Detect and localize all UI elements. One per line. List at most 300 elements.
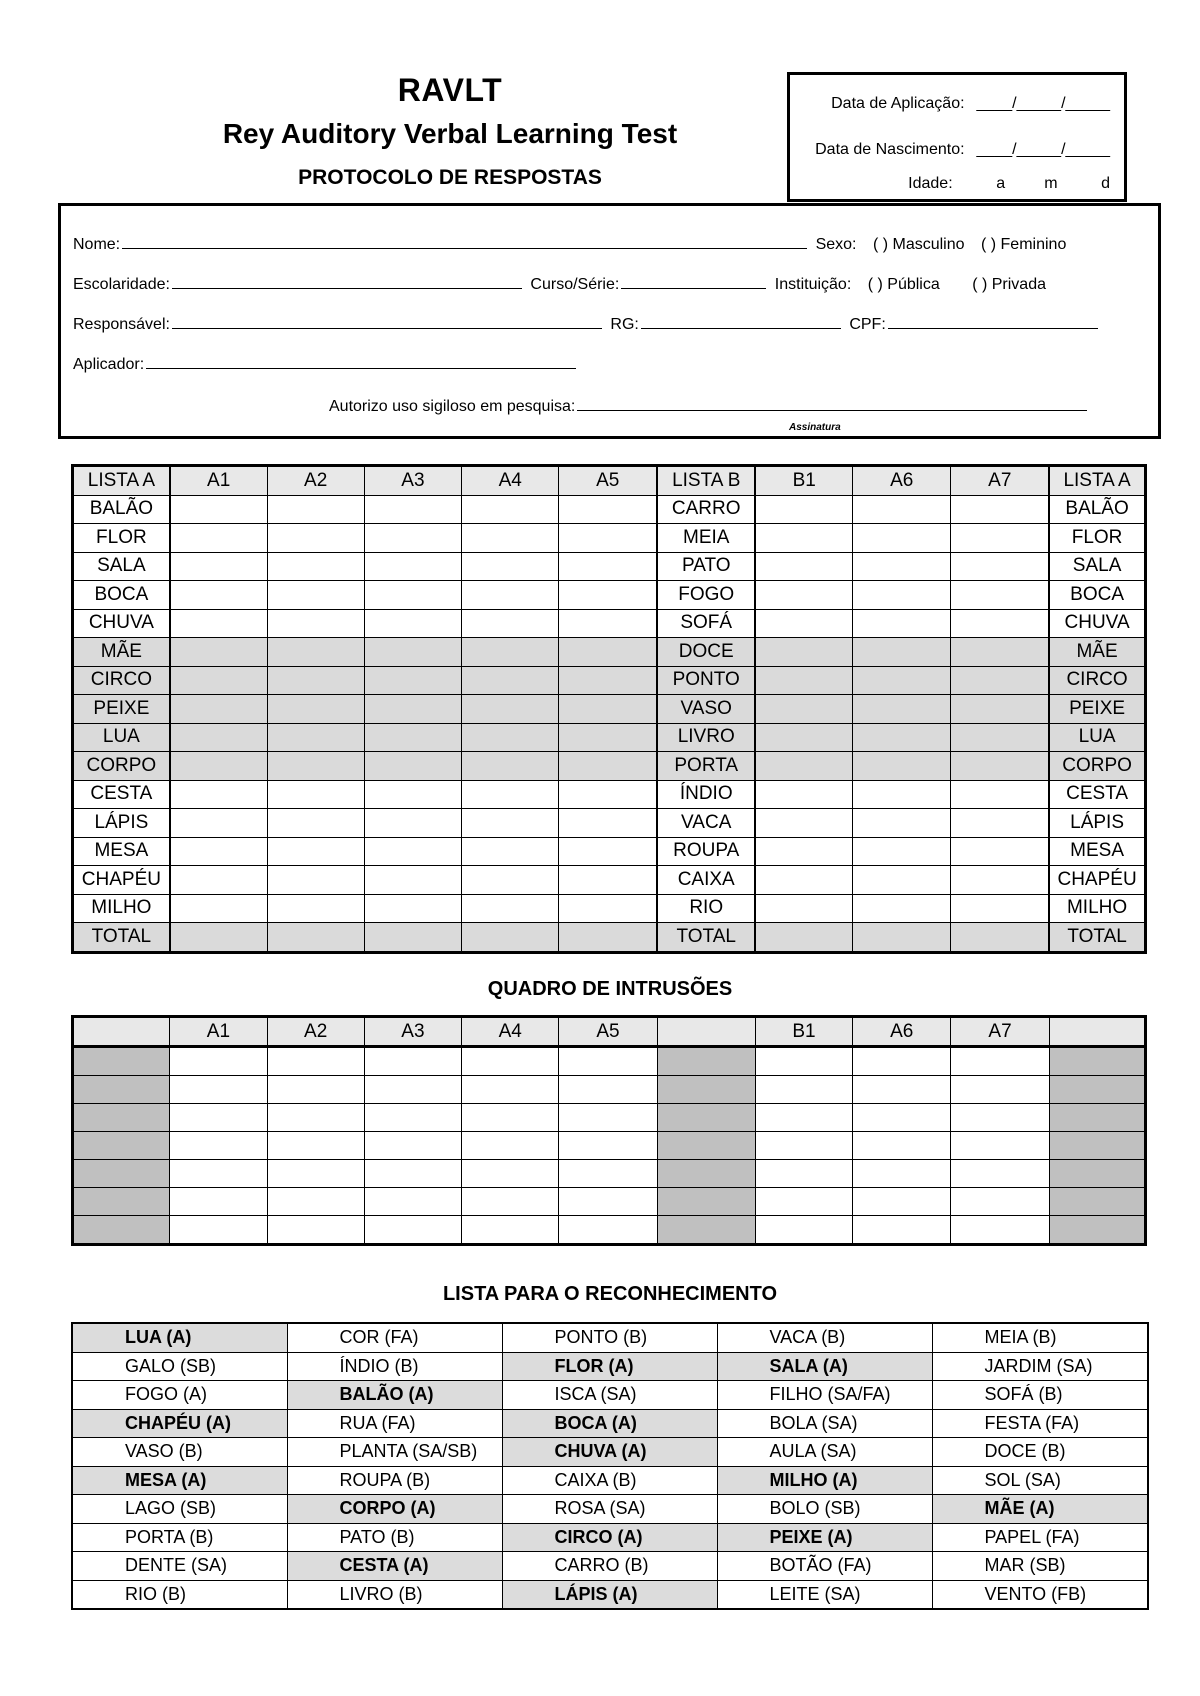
- recall-answer-cell[interactable]: [364, 723, 461, 752]
- intrusion-entry-cell[interactable]: [559, 1216, 657, 1245]
- recall-answer-cell[interactable]: [364, 609, 461, 638]
- recognition-word[interactable]: PATO (B): [287, 1523, 502, 1552]
- recognition-word[interactable]: LÁPIS (A): [502, 1580, 717, 1609]
- intrusions-table: [71, 1015, 1147, 1246]
- recall-answer-cell[interactable]: [951, 609, 1049, 638]
- recall-answer-cell[interactable]: [951, 495, 1049, 524]
- recognition-word[interactable]: LUA (A): [72, 1323, 287, 1352]
- recall-answer-cell[interactable]: [559, 609, 657, 638]
- list-b-word: VACA: [657, 809, 755, 838]
- list-a-word: CHAPÉU: [1049, 866, 1145, 895]
- schooling-label: Escolaridade:: [73, 276, 170, 293]
- list-a-word: PEIXE: [73, 695, 170, 724]
- recall-answer-cell[interactable]: [364, 666, 461, 695]
- recall-answer-cell[interactable]: [951, 524, 1049, 553]
- recall-answer-cell[interactable]: [755, 552, 852, 581]
- recognition-word[interactable]: DENTE (SA): [72, 1552, 287, 1581]
- total-cell[interactable]: [951, 923, 1049, 953]
- recall-answer-cell[interactable]: [559, 723, 657, 752]
- intrusions-header-cell: [1049, 1017, 1145, 1047]
- recall-answer-cell[interactable]: [267, 495, 364, 524]
- recall-answer-cell[interactable]: [755, 780, 852, 809]
- recognition-word[interactable]: LAGO (SB): [72, 1495, 287, 1524]
- total-cell[interactable]: [170, 923, 267, 953]
- recall-answer-cell[interactable]: [462, 780, 559, 809]
- institution-label: Instituição:: [774, 276, 852, 293]
- intrusion-entry-cell[interactable]: [364, 1132, 461, 1160]
- recall-answer-cell[interactable]: [170, 609, 267, 638]
- recall-answer-cell[interactable]: [951, 894, 1049, 923]
- recall-total-row: [73, 923, 1146, 953]
- recall-answer-cell[interactable]: [755, 866, 852, 895]
- recognition-word[interactable]: FOGO (A): [72, 1381, 287, 1410]
- recall-answer-cell[interactable]: [755, 723, 852, 752]
- recognition-word[interactable]: ROSA (SA): [502, 1495, 717, 1524]
- cpf-label: CPF:: [849, 316, 886, 333]
- recall-answer-cell[interactable]: [853, 552, 951, 581]
- intrusion-entry-cell[interactable]: [267, 1160, 364, 1188]
- intrusion-entry-cell[interactable]: [559, 1160, 657, 1188]
- recognition-word[interactable]: BALÃO (A): [287, 1381, 502, 1410]
- recall-answer-cell[interactable]: [170, 837, 267, 866]
- intrusion-entry-cell[interactable]: [853, 1047, 951, 1076]
- recall-answer-cell[interactable]: [170, 809, 267, 838]
- recall-answer-cell[interactable]: [951, 752, 1049, 781]
- recall-answer-cell[interactable]: [462, 552, 559, 581]
- recall-answer-cell[interactable]: [755, 809, 852, 838]
- course-field[interactable]: [621, 274, 766, 289]
- intrusion-entry-cell[interactable]: [951, 1076, 1049, 1104]
- signature-field[interactable]: [577, 396, 1087, 411]
- recognition-word[interactable]: FESTA (FA): [932, 1409, 1148, 1438]
- recall-answer-cell[interactable]: [170, 581, 267, 610]
- recognition-word[interactable]: CESTA (A): [287, 1552, 502, 1581]
- recall-answer-cell[interactable]: [364, 866, 461, 895]
- recall-answer-cell[interactable]: [755, 752, 852, 781]
- recall-answer-cell[interactable]: [853, 638, 951, 667]
- recall-answer-cell[interactable]: [170, 866, 267, 895]
- recall-answer-cell[interactable]: [267, 581, 364, 610]
- list-a-word: FLOR: [73, 524, 170, 553]
- recall-answer-cell[interactable]: [951, 837, 1049, 866]
- recall-answer-cell[interactable]: [853, 695, 951, 724]
- recall-answer-cell[interactable]: [559, 809, 657, 838]
- list-a-word: CHAPÉU: [73, 866, 170, 895]
- intrusion-entry-cell[interactable]: [267, 1216, 364, 1245]
- age-years-unit: a: [996, 175, 1006, 192]
- recognition-word[interactable]: RUA (FA): [287, 1409, 502, 1438]
- recall-answer-cell[interactable]: [755, 581, 852, 610]
- intrusion-entry-cell[interactable]: [951, 1160, 1049, 1188]
- recognition-word[interactable]: LIVRO (B): [287, 1580, 502, 1609]
- intrusion-entry-cell[interactable]: [951, 1216, 1049, 1245]
- recall-answer-cell[interactable]: [267, 609, 364, 638]
- recognition-word[interactable]: BOLA (SA): [717, 1409, 932, 1438]
- intrusion-entry-cell[interactable]: [853, 1076, 951, 1104]
- recall-answer-cell[interactable]: [853, 752, 951, 781]
- intrusion-entry-cell[interactable]: [462, 1076, 559, 1104]
- total-label: TOTAL: [1049, 923, 1145, 953]
- intrusion-entry-cell[interactable]: [170, 1104, 267, 1132]
- intrusion-entry-cell[interactable]: [462, 1047, 559, 1076]
- recall-answer-cell[interactable]: [364, 524, 461, 553]
- recall-answer-cell[interactable]: [462, 809, 559, 838]
- recall-header-cell: A6: [853, 466, 951, 496]
- intrusion-entry-cell[interactable]: [853, 1104, 951, 1132]
- recall-header-cell: A3: [364, 466, 461, 496]
- recognition-word[interactable]: MEIA (B): [932, 1323, 1148, 1352]
- recall-answer-cell[interactable]: [755, 495, 852, 524]
- cpf-field[interactable]: [888, 314, 1098, 329]
- recall-answer-cell[interactable]: [170, 552, 267, 581]
- total-cell[interactable]: [364, 923, 461, 953]
- recall-header-cell: A1: [170, 466, 267, 496]
- recognition-word[interactable]: CARRO (B): [502, 1552, 717, 1581]
- intrusion-entry-cell[interactable]: [462, 1104, 559, 1132]
- name-label: Nome:: [73, 236, 121, 253]
- recall-answer-cell[interactable]: [951, 695, 1049, 724]
- intrusion-entry-cell[interactable]: [267, 1132, 364, 1160]
- intrusions-header-cell: A1: [170, 1017, 267, 1047]
- recall-answer-cell[interactable]: [951, 723, 1049, 752]
- recall-answer-cell[interactable]: [364, 552, 461, 581]
- intrusion-entry-cell[interactable]: [853, 1216, 951, 1245]
- intrusion-entry-cell[interactable]: [170, 1076, 267, 1104]
- recognition-word[interactable]: FILHO (SA/FA): [717, 1381, 932, 1410]
- intrusion-entry-cell[interactable]: [559, 1047, 657, 1076]
- recognition-row: [72, 1438, 1148, 1467]
- recall-answer-cell[interactable]: [559, 695, 657, 724]
- intrusion-entry-cell[interactable]: [755, 1132, 852, 1160]
- recognition-word[interactable]: CHUVA (A): [502, 1438, 717, 1467]
- recognition-word[interactable]: MAR (SB): [932, 1552, 1148, 1581]
- recall-answer-cell[interactable]: [559, 524, 657, 553]
- total-cell[interactable]: [462, 923, 559, 953]
- list-a-word: CESTA: [73, 780, 170, 809]
- recognition-word[interactable]: ÍNDIO (B): [287, 1352, 502, 1381]
- recall-answer-cell[interactable]: [462, 666, 559, 695]
- recall-answer-cell[interactable]: [755, 837, 852, 866]
- recognition-word[interactable]: CORPO (A): [287, 1495, 502, 1524]
- intrusion-entry-cell[interactable]: [951, 1188, 1049, 1216]
- intrusion-entry-cell[interactable]: [364, 1047, 461, 1076]
- list-a-word: BALÃO: [73, 495, 170, 524]
- recall-answer-cell[interactable]: [267, 723, 364, 752]
- recall-answer-cell[interactable]: [170, 894, 267, 923]
- recognition-word[interactable]: JARDIM (SA): [932, 1352, 1148, 1381]
- recall-answer-cell[interactable]: [853, 866, 951, 895]
- recall-answer-cell[interactable]: [559, 638, 657, 667]
- recall-answer-cell[interactable]: [364, 809, 461, 838]
- sex-female-option[interactable]: ( ) Feminino: [980, 236, 1067, 253]
- intrusion-entry-cell[interactable]: [462, 1132, 559, 1160]
- recall-answer-cell[interactable]: [559, 666, 657, 695]
- recall-answer-cell[interactable]: [462, 638, 559, 667]
- total-label: TOTAL: [657, 923, 755, 953]
- recall-answer-cell[interactable]: [853, 809, 951, 838]
- recall-answer-cell[interactable]: [951, 638, 1049, 667]
- intrusion-entry-cell[interactable]: [170, 1188, 267, 1216]
- intrusion-entry-cell[interactable]: [853, 1188, 951, 1216]
- intrusion-entry-cell[interactable]: [559, 1188, 657, 1216]
- intrusion-entry-cell[interactable]: [951, 1047, 1049, 1076]
- schooling-field[interactable]: [172, 274, 522, 289]
- rg-field[interactable]: [641, 314, 841, 329]
- recognition-title: LISTA PARA O RECONHECIMENTO: [442, 1283, 778, 1305]
- recall-answer-cell[interactable]: [364, 780, 461, 809]
- recognition-word[interactable]: ISCA (SA): [502, 1381, 717, 1410]
- recall-answer-cell[interactable]: [951, 866, 1049, 895]
- recall-answer-cell[interactable]: [364, 638, 461, 667]
- recognition-word[interactable]: PAPEL (FA): [932, 1523, 1148, 1552]
- recall-answer-cell[interactable]: [853, 609, 951, 638]
- recognition-word[interactable]: AULA (SA): [717, 1438, 932, 1467]
- recognition-word[interactable]: PONTO (B): [502, 1323, 717, 1352]
- recognition-word[interactable]: CHAPÉU (A): [72, 1409, 287, 1438]
- intrusion-entry-cell[interactable]: [462, 1188, 559, 1216]
- recall-answer-cell[interactable]: [170, 780, 267, 809]
- intrusions-shaded-cell: [657, 1216, 755, 1245]
- list-a-word: BALÃO: [1049, 495, 1145, 524]
- recall-row: [73, 666, 1146, 695]
- intrusion-entry-cell[interactable]: [559, 1132, 657, 1160]
- list-b-word: LIVRO: [657, 723, 755, 752]
- recognition-row: [72, 1409, 1148, 1438]
- recall-answer-cell[interactable]: [364, 695, 461, 724]
- recall-answer-cell[interactable]: [170, 723, 267, 752]
- recall-answer-cell[interactable]: [951, 809, 1049, 838]
- recall-answer-cell[interactable]: [559, 495, 657, 524]
- recall-answer-cell[interactable]: [951, 581, 1049, 610]
- recall-answer-cell[interactable]: [951, 780, 1049, 809]
- recognition-word[interactable]: CIRCO (A): [502, 1523, 717, 1552]
- intrusion-entry-cell[interactable]: [951, 1104, 1049, 1132]
- recall-answer-cell[interactable]: [755, 894, 852, 923]
- recall-answer-cell[interactable]: [462, 837, 559, 866]
- intrusion-entry-cell[interactable]: [267, 1047, 364, 1076]
- recall-answer-cell[interactable]: [267, 638, 364, 667]
- intrusion-entry-cell[interactable]: [559, 1104, 657, 1132]
- guardian-field[interactable]: [172, 314, 602, 329]
- intrusion-entry-cell[interactable]: [755, 1104, 852, 1132]
- list-b-word: SOFÁ: [657, 609, 755, 638]
- recall-answer-cell[interactable]: [559, 552, 657, 581]
- recall-answer-cell[interactable]: [462, 495, 559, 524]
- recall-answer-cell[interactable]: [170, 638, 267, 667]
- recall-answer-cell[interactable]: [170, 695, 267, 724]
- recall-answer-cell[interactable]: [267, 524, 364, 553]
- list-a-word: PEIXE: [1049, 695, 1145, 724]
- recognition-row: [72, 1466, 1148, 1495]
- intrusion-entry-cell[interactable]: [853, 1132, 951, 1160]
- intrusions-shaded-cell: [1049, 1104, 1145, 1132]
- recognition-word[interactable]: VASO (B): [72, 1438, 287, 1467]
- examiner-field[interactable]: [146, 354, 576, 369]
- total-cell[interactable]: [559, 923, 657, 953]
- intrusion-entry-cell[interactable]: [364, 1104, 461, 1132]
- recall-answer-cell[interactable]: [559, 866, 657, 895]
- birth-date-field[interactable]: ____/_____/_____: [976, 141, 1110, 158]
- intrusion-entry-cell[interactable]: [853, 1160, 951, 1188]
- recall-answer-cell[interactable]: [755, 666, 852, 695]
- recall-answer-cell[interactable]: [364, 752, 461, 781]
- intrusion-entry-cell[interactable]: [364, 1188, 461, 1216]
- consent-row: [329, 396, 1091, 416]
- institution-public-option[interactable]: ( ) Pública: [867, 276, 940, 293]
- recognition-word[interactable]: MESA (A): [72, 1466, 287, 1495]
- recall-header-cell: A2: [267, 466, 364, 496]
- recognition-word[interactable]: CAIXA (B): [502, 1466, 717, 1495]
- recall-answer-cell[interactable]: [462, 723, 559, 752]
- intrusion-entry-cell[interactable]: [170, 1160, 267, 1188]
- list-a-word: MILHO: [73, 894, 170, 923]
- recall-answer-cell[interactable]: [559, 581, 657, 610]
- list-b-word: FOGO: [657, 581, 755, 610]
- recall-answer-cell[interactable]: [170, 666, 267, 695]
- recognition-word[interactable]: PORTA (B): [72, 1523, 287, 1552]
- recall-header-cell: A7: [951, 466, 1049, 496]
- list-b-word: MEIA: [657, 524, 755, 553]
- recall-answer-cell[interactable]: [559, 894, 657, 923]
- recall-answer-cell[interactable]: [462, 894, 559, 923]
- recall-answer-cell[interactable]: [755, 609, 852, 638]
- recognition-word[interactable]: SALA (A): [717, 1352, 932, 1381]
- recall-answer-cell[interactable]: [462, 581, 559, 610]
- recall-answer-cell[interactable]: [364, 837, 461, 866]
- intrusions-shaded-cell: [1049, 1047, 1145, 1076]
- recall-answer-cell[interactable]: [462, 752, 559, 781]
- intrusions-row: [73, 1104, 1146, 1132]
- recognition-word[interactable]: VACA (B): [717, 1323, 932, 1352]
- recognition-word[interactable]: RIO (B): [72, 1580, 287, 1609]
- intrusion-entry-cell[interactable]: [755, 1160, 852, 1188]
- recall-answer-cell[interactable]: [267, 552, 364, 581]
- recall-answer-cell[interactable]: [267, 695, 364, 724]
- recognition-word[interactable]: VENTO (FB): [932, 1580, 1148, 1609]
- recall-answer-cell[interactable]: [170, 495, 267, 524]
- recall-answer-cell[interactable]: [267, 837, 364, 866]
- list-a-word: CESTA: [1049, 780, 1145, 809]
- recognition-word[interactable]: ROUPA (B): [287, 1466, 502, 1495]
- recall-answer-cell[interactable]: [559, 752, 657, 781]
- recognition-word[interactable]: BOTÃO (FA): [717, 1552, 932, 1581]
- recall-answer-cell[interactable]: [853, 495, 951, 524]
- institution-private-option[interactable]: ( ) Privada: [972, 276, 1046, 293]
- total-cell[interactable]: [853, 923, 951, 953]
- application-date-field[interactable]: ____/_____/_____: [976, 95, 1110, 112]
- recognition-word[interactable]: SOFÁ (B): [932, 1381, 1148, 1410]
- recall-answer-cell[interactable]: [267, 894, 364, 923]
- recall-answer-cell[interactable]: [755, 524, 852, 553]
- intrusion-entry-cell[interactable]: [170, 1132, 267, 1160]
- recall-answer-cell[interactable]: [462, 866, 559, 895]
- recognition-word[interactable]: FLOR (A): [502, 1352, 717, 1381]
- name-field[interactable]: [122, 234, 807, 249]
- intrusion-entry-cell[interactable]: [267, 1104, 364, 1132]
- recall-header-cell: B1: [755, 466, 852, 496]
- recall-answer-cell[interactable]: [853, 723, 951, 752]
- name-row: [73, 234, 1066, 254]
- recall-answer-cell[interactable]: [267, 866, 364, 895]
- intrusion-entry-cell[interactable]: [462, 1160, 559, 1188]
- intrusion-entry-cell[interactable]: [462, 1216, 559, 1245]
- recall-answer-cell[interactable]: [462, 695, 559, 724]
- list-a-word: CIRCO: [73, 666, 170, 695]
- recognition-word[interactable]: COR (FA): [287, 1323, 502, 1352]
- recognition-word[interactable]: PLANTA (SA/SB): [287, 1438, 502, 1467]
- recall-answer-cell[interactable]: [267, 666, 364, 695]
- total-cell[interactable]: [267, 923, 364, 953]
- recall-answer-cell[interactable]: [267, 809, 364, 838]
- intrusions-header-cell: A7: [951, 1017, 1049, 1047]
- recall-answer-cell[interactable]: [853, 666, 951, 695]
- total-cell[interactable]: [755, 923, 852, 953]
- intrusion-entry-cell[interactable]: [755, 1047, 852, 1076]
- intrusion-entry-cell[interactable]: [364, 1216, 461, 1245]
- intrusion-entry-cell[interactable]: [755, 1076, 852, 1104]
- recognition-word[interactable]: BOLO (SB): [717, 1495, 932, 1524]
- list-a-word: LUA: [73, 723, 170, 752]
- recall-answer-cell[interactable]: [170, 752, 267, 781]
- intrusion-entry-cell[interactable]: [755, 1216, 852, 1245]
- intrusion-entry-cell[interactable]: [364, 1160, 461, 1188]
- recall-answer-cell[interactable]: [951, 552, 1049, 581]
- recognition-word[interactable]: MILHO (A): [717, 1466, 932, 1495]
- intrusion-entry-cell[interactable]: [755, 1188, 852, 1216]
- recall-answer-cell[interactable]: [559, 780, 657, 809]
- recall-answer-cell[interactable]: [267, 752, 364, 781]
- recall-answer-cell[interactable]: [462, 609, 559, 638]
- recall-answer-cell[interactable]: [755, 695, 852, 724]
- intrusion-entry-cell[interactable]: [170, 1216, 267, 1245]
- recall-answer-cell[interactable]: [364, 581, 461, 610]
- age-line: [908, 175, 1110, 193]
- recall-answer-cell[interactable]: [951, 666, 1049, 695]
- intrusion-entry-cell[interactable]: [951, 1132, 1049, 1160]
- recall-answer-cell[interactable]: [559, 837, 657, 866]
- intrusion-entry-cell[interactable]: [267, 1188, 364, 1216]
- recall-answer-cell[interactable]: [853, 581, 951, 610]
- recognition-word[interactable]: BOCA (A): [502, 1409, 717, 1438]
- intrusion-entry-cell[interactable]: [364, 1076, 461, 1104]
- recall-answer-cell[interactable]: [364, 495, 461, 524]
- consent-label: Autorizo uso sigiloso em pesquisa:: [329, 398, 576, 415]
- recognition-word[interactable]: GALO (SB): [72, 1352, 287, 1381]
- recall-row: [73, 809, 1146, 838]
- recognition-word[interactable]: DOCE (B): [932, 1438, 1148, 1467]
- recall-answer-cell[interactable]: [170, 524, 267, 553]
- intrusion-entry-cell[interactable]: [267, 1076, 364, 1104]
- intrusions-shaded-cell: [73, 1132, 170, 1160]
- recall-answer-cell[interactable]: [853, 780, 951, 809]
- sex-male-option[interactable]: ( ) Masculino: [872, 236, 965, 253]
- recall-answer-cell[interactable]: [755, 638, 852, 667]
- recognition-word[interactable]: PEIXE (A): [717, 1523, 932, 1552]
- recall-answer-cell[interactable]: [364, 894, 461, 923]
- recall-answer-cell[interactable]: [853, 837, 951, 866]
- recall-answer-cell[interactable]: [462, 524, 559, 553]
- intrusions-shaded-cell: [1049, 1216, 1145, 1245]
- recognition-word[interactable]: SOL (SA): [932, 1466, 1148, 1495]
- birth-date-label: Data de Nascimento:: [815, 141, 965, 158]
- recall-answer-cell[interactable]: [853, 524, 951, 553]
- recognition-word[interactable]: LEITE (SA): [717, 1580, 932, 1609]
- recall-answer-cell[interactable]: [267, 780, 364, 809]
- recall-answer-cell[interactable]: [853, 894, 951, 923]
- recognition-word[interactable]: MÃE (A): [932, 1495, 1148, 1524]
- intrusion-entry-cell[interactable]: [170, 1047, 267, 1076]
- intrusion-entry-cell[interactable]: [559, 1076, 657, 1104]
